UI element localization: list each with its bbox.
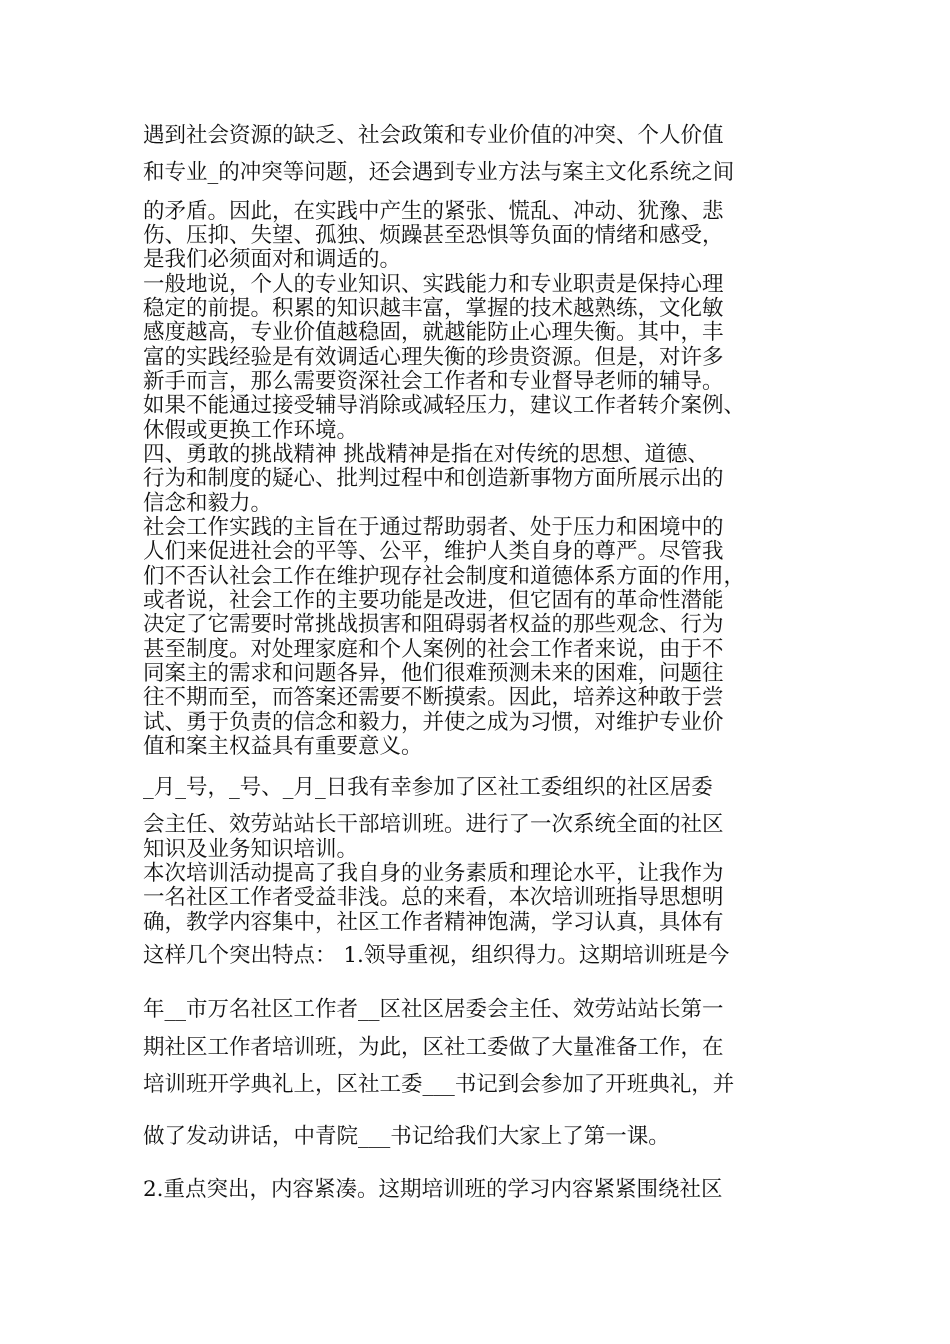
text-line: 知识及业务知识培训。 bbox=[143, 837, 359, 862]
text-line: 人们来促进社会的平等、公平，维护人类自身的尊严。尽管我 bbox=[143, 539, 724, 564]
text-line: 本次培训活动提高了我自身的业务素质和理论水平，让我作为 bbox=[143, 861, 724, 886]
text-line: 这样几个突出特点： 1.领导重视，组织得力。这期培训班是今 bbox=[143, 943, 730, 968]
text-line: 2.重点突出，内容紧凑。这期培训班的学习内容紧紧围绕社区 bbox=[143, 1177, 723, 1202]
text-line: 是我们必须面对和调适的。 bbox=[143, 247, 402, 272]
text-line: 富的实践经验是有效调适心理失衡的珍贵资源。但是，对许多 bbox=[143, 345, 724, 370]
text-line: 决定了它需要时常挑战损害和阻碍弱者权益的那些观念、行为 bbox=[143, 612, 724, 637]
text-line: 试、勇于负责的信念和毅力，并使之成为习惯，对维护专业价 bbox=[143, 710, 724, 735]
text-line: 遇到社会资源的缺乏、社会政策和专业价值的冲突、个人价值 bbox=[143, 123, 724, 148]
text-line: 期社区工作者培训班，为此，区社工委做了大量准备工作，在 bbox=[143, 1035, 724, 1060]
text-line: 社会工作实践的主旨在于通过帮助弱者、处于压力和困境中的 bbox=[143, 515, 724, 540]
text-line: 新手而言，那么需要资深社会工作者和专业督导老师的辅导。 bbox=[143, 369, 724, 394]
text-line: 如果不能通过接受辅导消除或减轻压力，建议工作者转介案例、 bbox=[143, 393, 746, 418]
text-line: 一名社区工作者受益非浅。总的来看，本次培训班指导思想明 bbox=[143, 885, 724, 910]
text-line: 确，教学内容集中，社区工作者精神饱满，学习认真，具体有 bbox=[143, 910, 724, 935]
text-line: 往不期而至，而答案还需要不断摸索。因此，培养这种敢于尝 bbox=[143, 685, 724, 710]
text-line: 培训班开学典礼上，区社工委___书记到会参加了开班典礼，并 bbox=[143, 1072, 735, 1097]
text-line: 伤、压抑、失望、孤独、烦躁甚至恐惧等负面的情绪和感受， bbox=[143, 223, 724, 248]
text-line: 做了发动讲话，中青院___书记给我们大家上了第一课。 bbox=[143, 1124, 670, 1149]
text-line: 或者说，社会工作的主要功能是改进，但它固有的革命性潜能 bbox=[143, 588, 724, 613]
text-line: _月_号，_号、_月_日我有幸参加了区社工委组织的社区居委 bbox=[143, 775, 713, 800]
text-line: 行为和制度的疑心、批判过程中和创造新事物方面所展示出的 bbox=[143, 466, 724, 491]
text-line: 的矛盾。因此，在实践中产生的紧张、慌乱、冲动、犹豫、悲 bbox=[143, 199, 724, 224]
text-line: 一般地说，个人的专业知识、实践能力和专业职责是保持心理 bbox=[143, 272, 724, 297]
text-line: 休假或更换工作环境。 bbox=[143, 418, 359, 443]
text-line: 四、勇敢的挑战精神 挑战精神是指在对传统的思想、道德、 bbox=[143, 442, 709, 467]
text-line: 值和案主权益具有重要意义。 bbox=[143, 734, 423, 759]
text-line: 们不否认社会工作在维护现存社会制度和道德体系方面的作用， bbox=[143, 564, 746, 589]
text-line: 感度越高，专业价值越稳固，就越能防止心理失衡。其中，丰 bbox=[143, 320, 724, 345]
text-line: 信念和毅力。 bbox=[143, 491, 273, 516]
text-line: 稳定的前提。积累的知识越丰富，掌握的技术越熟练，文化敏 bbox=[143, 296, 724, 321]
text-line: 和专业_的冲突等问题，还会遇到专业方法与案主文化系统之间 bbox=[143, 160, 735, 185]
text-line: 年__市万名社区工作者__区社区居委会主任、效劳站站长第一 bbox=[143, 997, 724, 1022]
text-line: 同案主的需求和问题各异，他们很难预测未来的困难，问题往 bbox=[143, 661, 724, 686]
text-line: 甚至制度。对处理家庭和个人案例的社会工作者来说，由于不 bbox=[143, 637, 724, 662]
text-line: 会主任、效劳站站长干部培训班。进行了一次系统全面的社区 bbox=[143, 812, 724, 837]
